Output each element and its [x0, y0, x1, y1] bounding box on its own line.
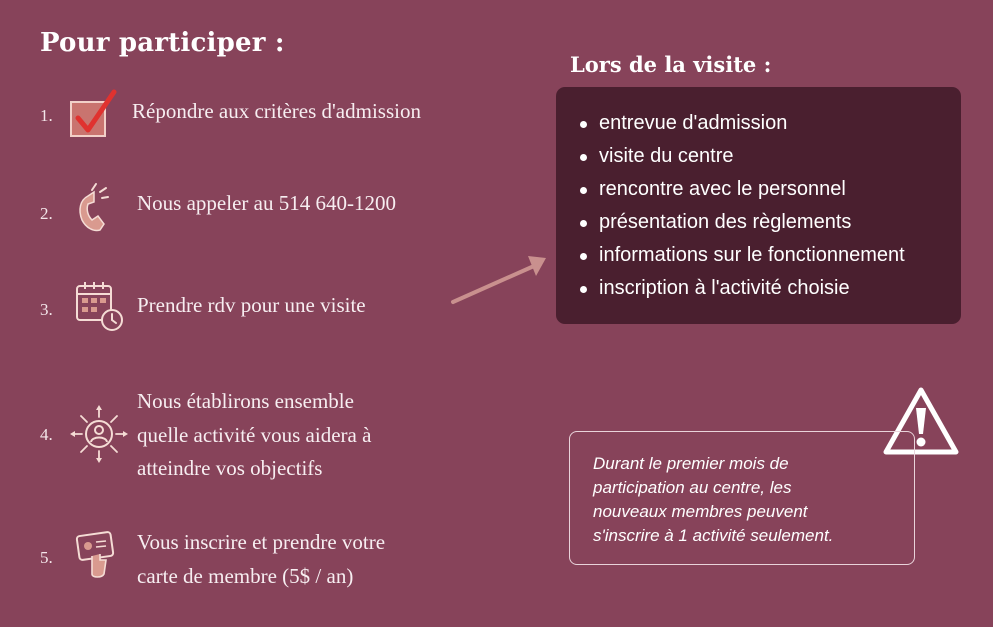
step-3	[40, 280, 520, 340]
list-item: visite du centre	[578, 140, 961, 173]
step-text: Nous établirons ensemble	[137, 389, 354, 413]
phone-ringing-icon	[74, 182, 120, 238]
visit-title: Lors de la visite :	[570, 52, 772, 77]
page-title: Pour participer :	[40, 28, 285, 58]
step-text: carte de membre (5$ / an)	[137, 564, 354, 588]
step-number: 4.	[40, 425, 53, 444]
step-number: 3.	[40, 300, 53, 319]
step-number: 1.	[40, 106, 53, 125]
step-text: Répondre aux critères d'admission	[132, 99, 421, 123]
step-text: Vous inscrire et prendre votre	[137, 530, 386, 554]
list-item: entrevue d'admission	[578, 107, 961, 140]
note-box	[569, 431, 915, 565]
list-item: informations sur le fonctionnement	[578, 239, 961, 272]
step-text: Prendre rdv pour une visite	[137, 293, 366, 317]
list-item: inscription à l'activité choisie	[578, 272, 961, 305]
step-4	[40, 385, 520, 485]
visit-box	[556, 87, 961, 324]
step-text: quelle activité vous aidera à	[137, 423, 372, 447]
step-number: 2.	[40, 204, 53, 223]
note-line: nouveaux membres peuvent	[593, 502, 808, 521]
list-item: rencontre avec le personnel	[578, 173, 961, 206]
calendar-clock-icon	[74, 280, 124, 336]
person-target-icon	[70, 403, 128, 469]
list-item: présentation des règlements	[578, 206, 961, 239]
step-text: Nous appeler au 514 640-1200	[137, 191, 396, 215]
step-text: atteindre vos objectifs	[137, 456, 323, 480]
step-5	[40, 526, 520, 596]
arrow-right-icon	[450, 250, 550, 312]
note-line: s'inscrire à 1 activité seulement.	[593, 526, 834, 545]
visit-list	[578, 107, 961, 305]
membership-card-hand-icon	[74, 530, 120, 586]
step-2	[40, 182, 520, 242]
checkbox-checked-icon	[68, 88, 120, 146]
note-line: participation au centre, les	[593, 478, 792, 497]
step-number: 5.	[40, 548, 53, 567]
note-line: Durant le premier mois de	[593, 454, 789, 473]
step-1	[40, 88, 520, 148]
